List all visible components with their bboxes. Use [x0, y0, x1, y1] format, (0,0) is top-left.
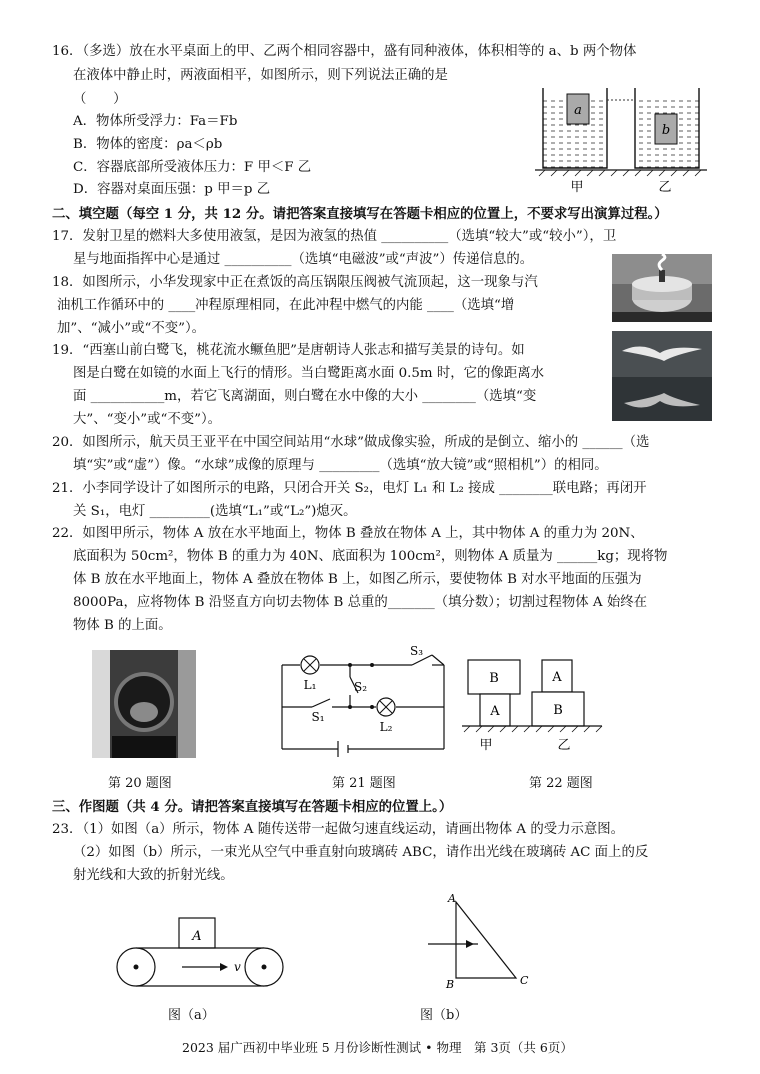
label-s3: S₃: [410, 645, 424, 658]
water-ball-photo: [92, 650, 196, 758]
q22-line-4: 8000Pa，应将物体 B 沿竖直方向切去物体 B 总重的_______（填分数）；切割过程物体 A 始终在: [73, 595, 648, 610]
q17-line-1: 17．发射卫星的燃料大多使用液氢，是因为液氢的热值 __________（选填“较大”或“较小”），卫: [52, 229, 617, 244]
label-jia: 甲: [570, 180, 584, 195]
object-a-block-label: A: [192, 929, 202, 944]
page-footer: 2023 届广西初中毕业班 5 月份诊断性测试 • 物理 第 3页（共 6页）: [182, 1040, 573, 1055]
q22-blocks-figure: [462, 652, 612, 758]
label-s1: S₁: [311, 710, 325, 724]
block-b-yi-label: B: [553, 703, 563, 718]
egret-photo: [612, 331, 712, 421]
q22-line-3: 体 B 放在水平地面上，物体 A 叠放在物体 B 上，如图乙所示，要使物体 B 对水平地面的压强为: [73, 572, 642, 587]
q18-line-2: 油机工作循环中的 ____冲程原理相同，在此冲程中燃气的内能 ____（选填“增: [57, 298, 515, 313]
vertex-a: A: [448, 892, 456, 905]
block-b-jia-label: B: [489, 671, 499, 686]
q16-option-a: A．物体所受浮力：Fa＝Fb: [73, 114, 238, 129]
q23-line-2: （2）如图（b）所示，一束光从空气中垂直射向玻璃砖 ABC，请作出光线在玻璃砖 AC 面上的反: [73, 845, 649, 860]
section-2-title: 二、填空题（每空 1 分，共 12 分。请把答案直接填写在答题卡相应的位置上，不要求写出演算过程。）: [52, 206, 668, 222]
object-b-label: b: [661, 123, 671, 138]
q22-line-2: 底面积为 50cm²，物体 B 的重力为 40N、底面积为 100cm²，则物体 A 质量为 ______kg；现将物: [73, 549, 668, 564]
label-jia-22: 甲: [479, 738, 493, 753]
label-s2: S₂: [354, 680, 368, 694]
caption-fig-22: 第 22 题图: [529, 776, 593, 791]
caption-fig-21: 第 21 题图: [332, 776, 396, 791]
q19-line-1: 19．“西塞山前白鹭飞，桃花流水鳜鱼肥”是唐朝诗人张志和描写美景的诗句。如: [52, 343, 525, 358]
q22-line-5: 物体 B 的上面。: [73, 618, 172, 633]
vertex-b: B: [446, 978, 455, 991]
conveyor-belt-figure: [112, 912, 292, 994]
section-3-title: 三、作图题（共 4 分。请把答案直接填写在答题卡相应的位置上。）: [52, 799, 453, 815]
object-a-label: a: [574, 103, 582, 118]
q16-line-2: 在液体中静止时，两液面相平，如图所示，则下列说法正确的是: [73, 68, 448, 83]
q20-line-2: 填“实”或“虚”）像。“水球”成像的原理与 _________（选填“放大镜”或“照相机”）的相同。: [73, 458, 608, 473]
q23-line-3: 射光线和大致的折射光线。: [73, 868, 234, 883]
q16-option-b: B．物体的密度：ρa＜ρb: [73, 137, 223, 152]
vertex-c: C: [520, 974, 529, 987]
q21-circuit-figure: [272, 645, 454, 757]
q20-line-1: 20．如图所示，航天员王亚平在中国空间站用“水球”做成像实验，所成的是倒立、缩小的 ______（选: [52, 435, 650, 450]
q16-option-d: D．容器对桌面压强：p 甲＝p 乙: [73, 182, 271, 197]
label-yi: 乙: [658, 180, 672, 195]
q16-line-1: 16．（多选）放在水平桌面上的甲、乙两个相同容器中，盛有同种液体，体积相等的 a、b 两个物体: [52, 44, 637, 59]
block-a-jia-label: A: [490, 704, 500, 719]
block-a-yi-label: A: [552, 670, 562, 685]
q23-line-1: 23．（1）如图（a）所示，物体 A 随传送带一起做匀速直线运动，请画出物体 A 的受力示意图。: [52, 822, 625, 837]
q19-line-2: 图是白鹭在如镜的水面上飞行的情形。当白鹭距离水面 0.5m 时，它的像距离水: [73, 366, 545, 381]
q22-line-1: 22．如图甲所示，物体 A 放在水平地面上，物体 B 叠放在物体 A 上，其中物体 A 的重力为 20N、: [52, 526, 644, 541]
q18-line-1: 18．如图所示，小华发现家中正在煮饭的高压锅限压阀被气流顶起，这一现象与汽: [52, 275, 538, 290]
caption-fig-b: 图（b）: [420, 1008, 468, 1023]
q16-containers-figure: [535, 80, 710, 195]
label-l1: L₁: [303, 678, 317, 692]
table-hatch: [539, 170, 701, 176]
caption-fig-20: 第 20 题图: [108, 776, 172, 791]
q17-line-2: 星与地面指挥中心是通过 __________（选填“电磁波”或“声波”）传递信息的。: [73, 252, 534, 267]
q18-line-3: 加”、“减小”或“不变”）。: [57, 321, 206, 336]
ground-hatch: [464, 726, 602, 732]
caption-fig-a: 图（a）: [168, 1008, 215, 1023]
lamp-l2: [377, 698, 395, 716]
label-l2: L₂: [379, 720, 393, 734]
lamp-l1: [301, 656, 319, 674]
velocity-label: v: [234, 960, 241, 974]
q16-option-c: C．容器底部所受液体压力：F 甲＜F 乙: [73, 160, 312, 175]
glass-prism-figure: [414, 890, 544, 994]
q19-line-3: 面 ___________m，若它飞离湖面，则白鹭在水中像的大小 ________（选填“变: [73, 389, 537, 404]
q19-line-4: 大”、“变小”或“不变”）。: [73, 412, 222, 427]
q21-line-1: 21．小李同学设计了如图所示的电路，只闭合开关 S₂，电灯 L₁ 和 L₂ 接成 ________联电路；再闭开: [52, 481, 647, 496]
q16-answer-bracket: （ ）: [73, 92, 127, 107]
prism-abc: [456, 902, 516, 978]
q21-line-2: 关 S₁，电灯 _________(选填“L₁”或“L₂”)熄灭。: [73, 504, 357, 519]
label-yi-22: 乙: [557, 738, 571, 753]
pressure-cooker-photo: [612, 254, 712, 322]
